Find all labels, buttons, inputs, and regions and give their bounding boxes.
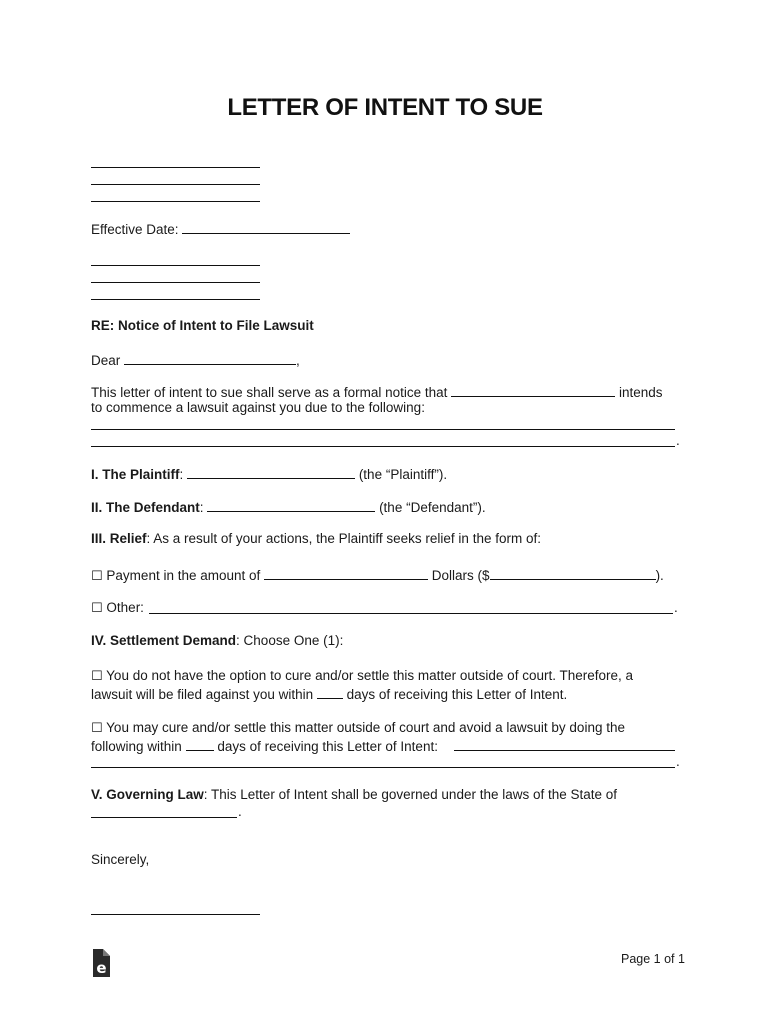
option2-days-field[interactable] [186,736,214,751]
other-checkbox[interactable]: ☐ [91,601,103,616]
other-period: . [674,600,678,615]
option1-line-2 [91,684,567,703]
defendant-label: II. The Defendant [91,500,200,515]
document-title: LETTER OF INTENT TO SUE [227,94,543,121]
sender-line-3[interactable] [91,201,260,202]
plaintiff-colon: : [179,467,184,482]
effective-date-label: Effective Date: [91,222,179,237]
other-field[interactable] [149,613,673,614]
plaintiff-suffix: (the “Plaintiff”). [358,467,448,482]
reason-period: . [676,433,680,448]
plaintiff-label: I. The Plaintiff [91,467,180,482]
defendant-suffix: (the “Defendant”). [379,500,486,515]
svg-text:e: e [96,959,107,977]
relief-label: III. Relief [91,531,147,546]
settlement-row [91,632,343,649]
settlement-label: IV. Settlement Demand [91,633,237,648]
payment-amount-number-field[interactable] [490,565,656,580]
salutation-row [91,350,300,369]
re-line: RE: Notice of Intent to File Lawsuit [91,318,314,333]
reason-line-2[interactable] [91,446,675,447]
option1-text-c: days of receiving this Letter of Intent. [346,687,568,702]
relief-text: : As a result of your actions, the Plaintiff seeks relief in the form of: [146,531,541,546]
plaintiff-name-field[interactable] [187,464,355,479]
option1-text-b: lawsuit will be filed against you within [91,687,314,702]
option2-line-1 [91,719,625,737]
other-row [91,599,144,617]
recipient-line-1[interactable] [91,265,260,266]
payment-row [91,565,664,585]
recipient-name-field[interactable] [124,350,296,365]
reason-line-1[interactable] [91,429,675,430]
option2-text-b: following within [91,739,182,754]
sender-line-1[interactable] [91,167,260,168]
defendant-name-field[interactable] [207,497,375,512]
governing-label: V. Governing Law [91,787,204,802]
payment-text-b: Dollars ($ [431,568,490,583]
option2-period: . [676,754,680,769]
intro-text-a: This letter of intent to sue shall serve as a formal notice that [91,385,448,400]
governing-text: : This Letter of Intent shall be governed under the laws of the State of [203,787,618,802]
plaintiff-row [91,464,447,483]
intro-text-b: intends [618,385,663,400]
eforms-logo-icon [90,948,112,978]
effective-date-row [91,219,350,238]
state-period: . [238,804,242,819]
option1-line-1 [91,667,633,685]
option1-days-field[interactable] [317,684,343,699]
payment-amount-words-field[interactable] [264,565,428,580]
sender-line-2[interactable] [91,184,260,185]
effective-date-field[interactable] [182,219,350,234]
settlement-text: : Choose One (1): [236,633,344,648]
defendant-colon: : [199,500,204,515]
sincerely-label: Sincerely, [91,852,150,867]
payment-text-c: ). [655,568,664,583]
recipient-line-2[interactable] [91,282,260,283]
defendant-row [91,497,486,516]
option2-text-c: days of receiving this Letter of Intent: [217,739,438,754]
signature-line[interactable] [91,914,260,915]
recipient-line-3[interactable] [91,299,260,300]
intending-party-field[interactable] [451,382,615,397]
payment-text-a: Payment in the amount of [106,568,261,583]
relief-row [91,530,541,547]
option2-line-2 [91,736,438,755]
payment-checkbox[interactable]: ☐ [91,569,103,584]
option1-text-a: You do not have the option to cure and/or settle this matter outside of court. Therefore, a [106,668,634,683]
other-label: Other: [106,600,144,615]
state-field[interactable] [91,817,237,818]
option2-action-line-2[interactable] [91,767,675,768]
dear-label: Dear [91,353,121,368]
dear-comma: , [296,353,300,368]
page-number: Page 1 of 1 [621,952,685,966]
option2-action-field[interactable] [454,750,675,751]
governing-row [91,786,617,803]
option2-text-a: You may cure and/or settle this matter outside of court and avoid a lawsuit by doing the [106,720,625,735]
intro-line-2: to commence a lawsuit against you due to the following: [91,400,425,415]
option2-checkbox[interactable]: ☐ [91,721,103,736]
option1-checkbox[interactable]: ☐ [91,669,103,684]
